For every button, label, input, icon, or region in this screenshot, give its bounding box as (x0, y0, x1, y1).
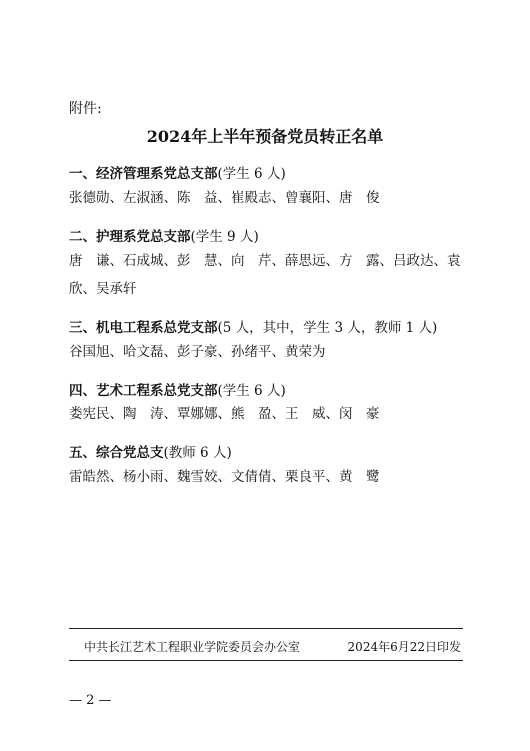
document-title: 2024年上半年预备党员转正名单 (146, 127, 384, 146)
section-name: 四、艺术工程系总党支部 (69, 383, 218, 399)
footer-date: 2024年6月22日印发 (347, 640, 461, 654)
section-name: 一、经济管理系党总支部 (69, 166, 218, 182)
attachment-label: 附件: (69, 101, 102, 117)
section-name: 三、机电工程系总党支部 (69, 320, 218, 336)
section-members: 张德勋、左淑涵、陈 益、崔殿志、曾襄阳、唐 俊 (69, 190, 380, 206)
footer-top-rule (69, 628, 463, 629)
page-number: — 2 — (69, 693, 112, 708)
section-heading (69, 441, 232, 461)
section-name: 二、护理系党总支部 (69, 229, 191, 245)
section-heading (69, 379, 286, 399)
section-members: 雷皓然、杨小雨、魏雪姣、文倩倩、栗良平、黄 鹭 (69, 469, 380, 485)
section-members: 唐 谦、石成城、彭 慧、向 芹、薛思远、方 露、吕政达、袁 欣、吴承轩 (69, 253, 474, 297)
section-count: (5 人，其中，学生 3 人，教师 1 人) (217, 320, 438, 336)
footer-bottom-rule (69, 660, 463, 661)
section-members: 谷国旭、哈文磊、彭子豪、孙绪平、黄荣为 (69, 344, 326, 360)
section-count: (学生 6 人) (217, 383, 286, 399)
section-heading (69, 316, 437, 336)
section-count: (学生 6 人) (217, 166, 286, 182)
section-heading (69, 225, 259, 245)
section-name: 五、综合党总支 (69, 445, 164, 461)
footer-issuer: 中共长江艺术工程职业学院委员会办公室 (84, 640, 301, 654)
section-heading (69, 162, 286, 182)
section-members: 娄宪民、陶 涛、覃娜娜、熊 盈、王 威、闵 豪 (69, 406, 380, 422)
section-count: (学生 9 人) (190, 229, 259, 245)
section-count: (教师 6 人) (163, 445, 232, 461)
